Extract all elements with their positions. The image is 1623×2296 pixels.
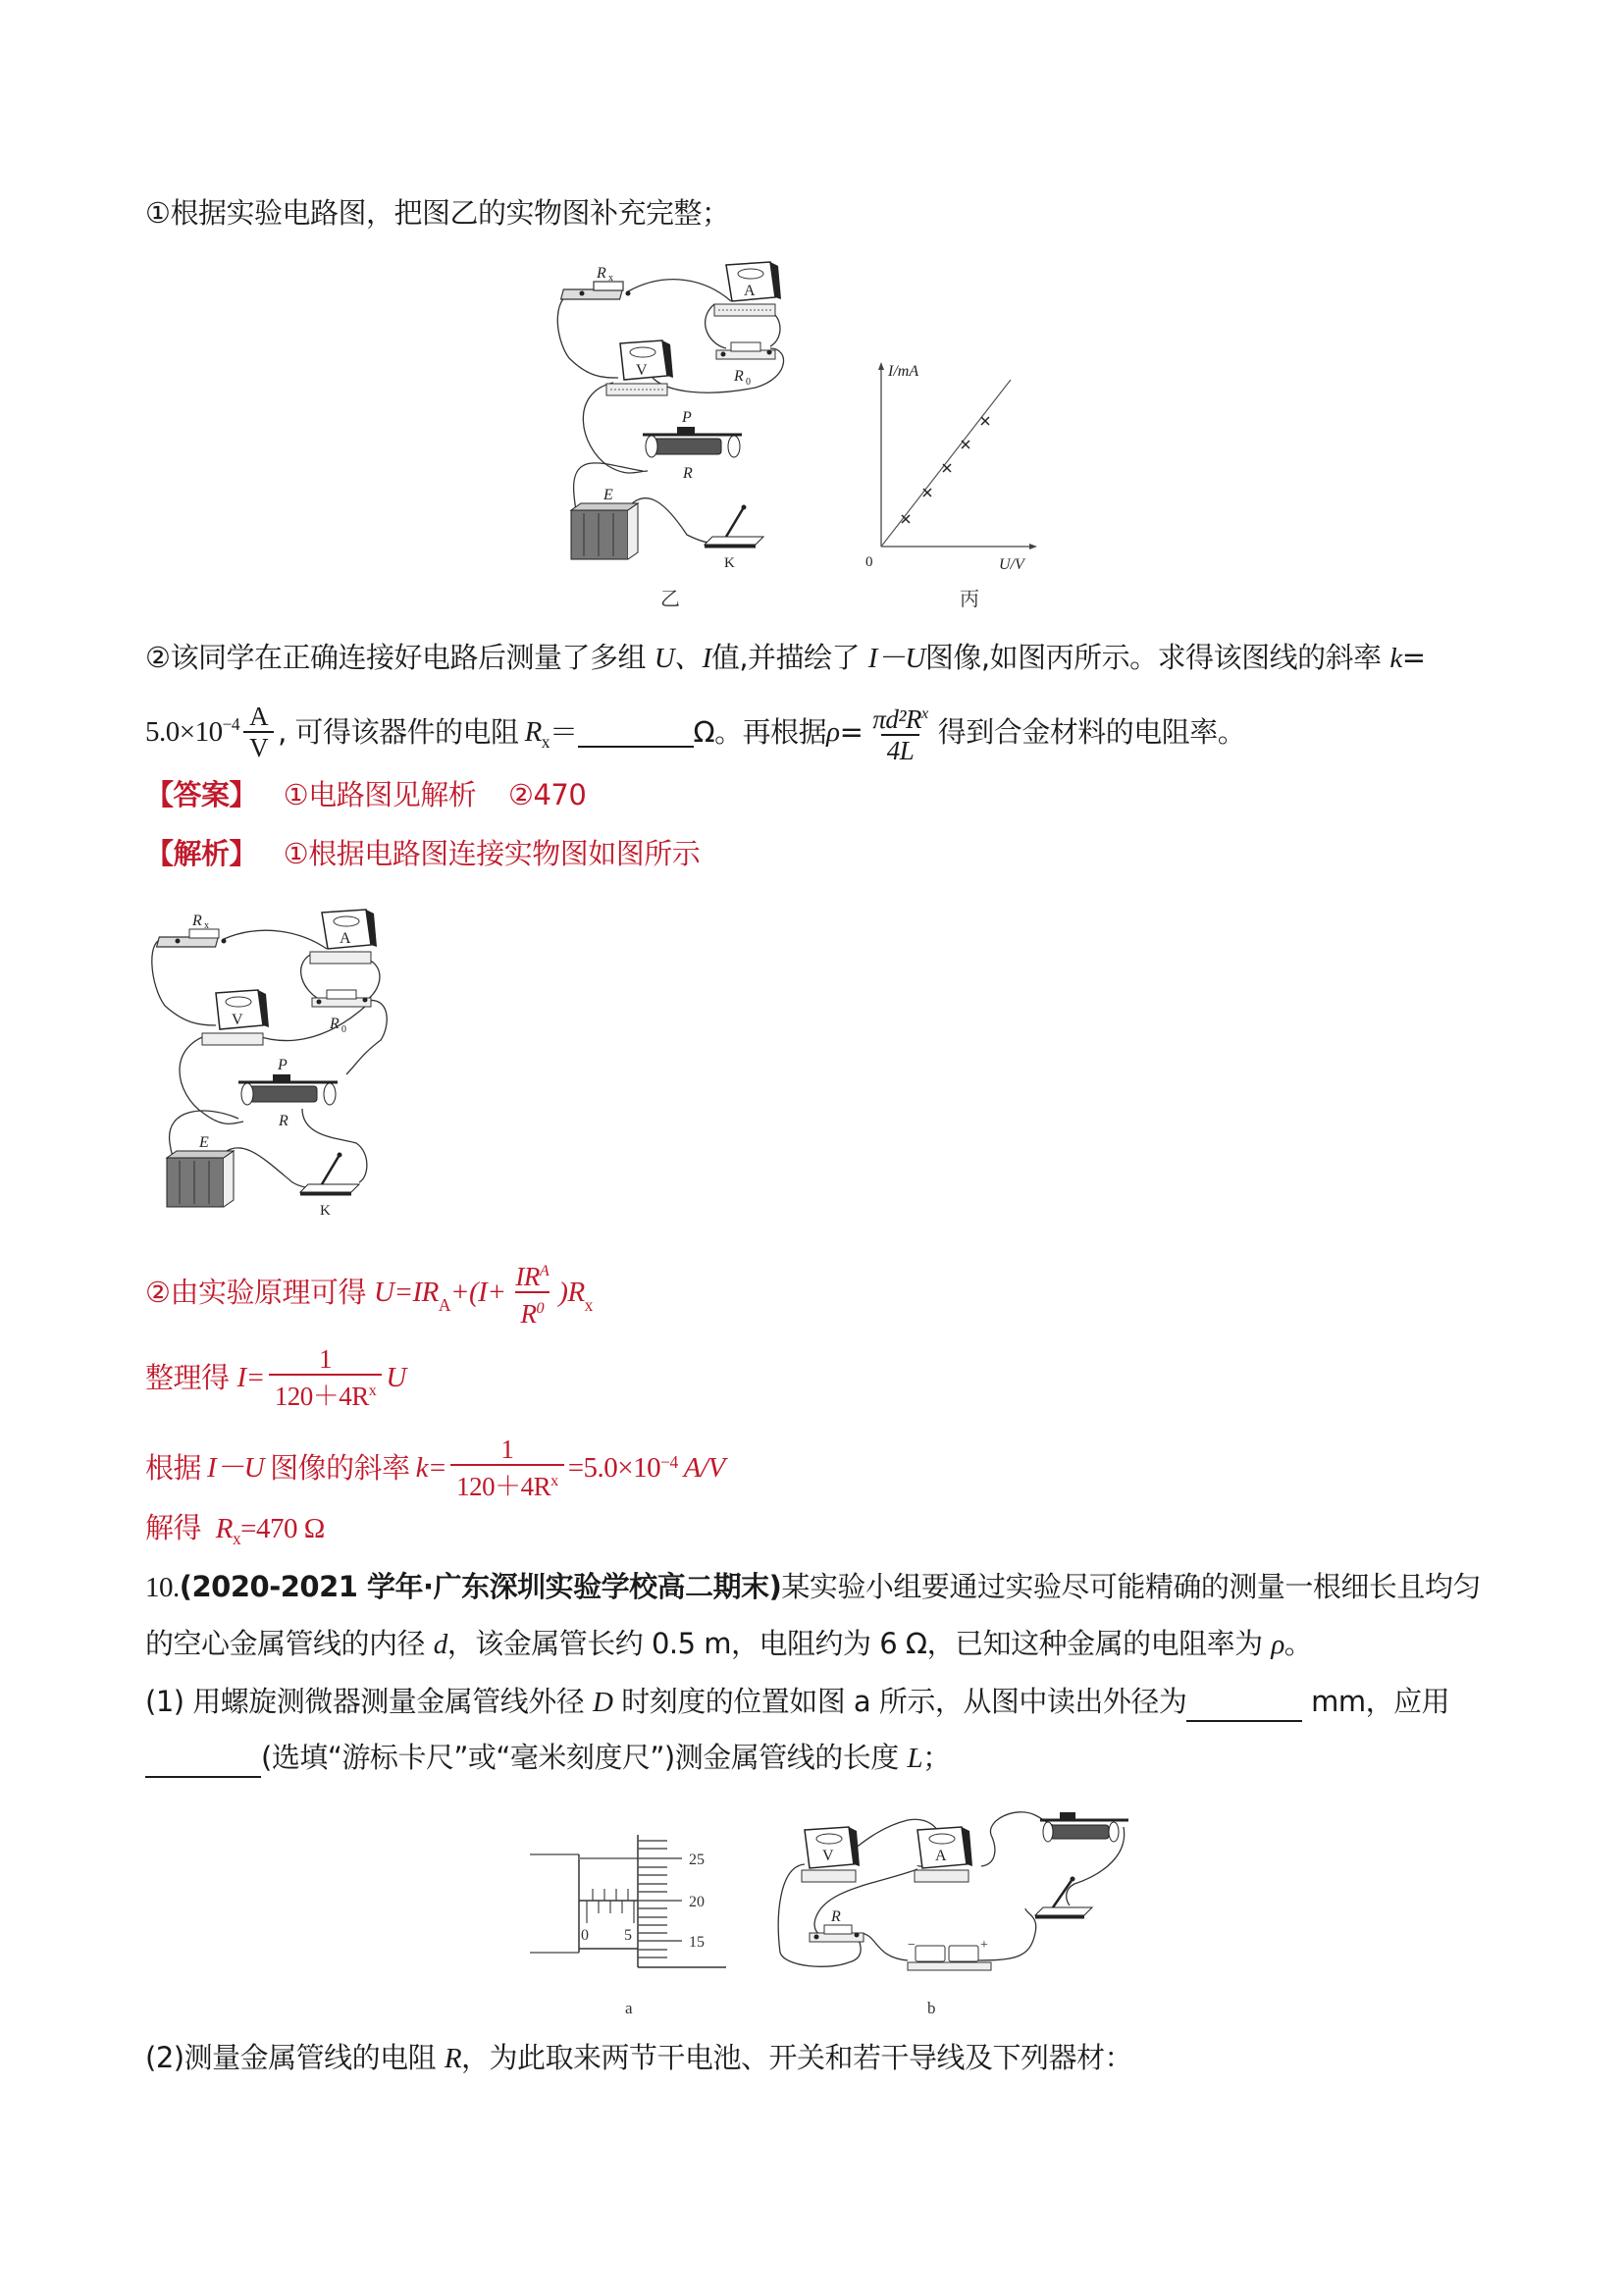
text: 得到合金材料的电阻率。 <box>937 715 1246 749</box>
battery <box>167 1134 234 1207</box>
circuit-diagram-b <box>741 1796 1133 1982</box>
formula-num-sup: x <box>921 704 928 722</box>
data-point <box>923 489 931 496</box>
text: = <box>839 715 864 749</box>
formula: U <box>386 1362 406 1393</box>
var-L: L <box>907 1743 923 1774</box>
answer-blank-rx[interactable] <box>578 716 694 748</box>
label-rx-sub: x <box>204 920 209 931</box>
origin-label: 0 <box>865 554 873 570</box>
switch <box>1035 1877 1092 1918</box>
label-rx-sub: x <box>608 273 613 284</box>
figure-bing-caption: 丙 <box>960 589 979 610</box>
q9-step2-line1 <box>145 638 1426 678</box>
figure-a-micrometer <box>520 1835 756 1992</box>
voltmeter <box>202 990 269 1045</box>
rheostat <box>643 409 742 482</box>
formula-sub: A <box>438 1295 450 1315</box>
sleeve-ticks <box>587 1889 634 1923</box>
iu-graph <box>854 358 1050 574</box>
label-ammeter: A <box>935 1848 947 1864</box>
q10-stem-line1 <box>145 1567 1481 1607</box>
figure-a-caption: a <box>625 1999 633 2017</box>
resistor-rx <box>157 913 227 947</box>
main-scale-label: 5 <box>624 1927 632 1944</box>
rheostat <box>238 1057 338 1129</box>
formula: I－U <box>207 1452 265 1484</box>
frac-den-sup: x <box>368 1382 377 1399</box>
question-source: (2020-2021 学年·广东深圳实验学校高二期末) <box>179 1570 782 1603</box>
q10-stem-line2 <box>145 1624 1312 1664</box>
figure-analysis-circuit <box>145 898 410 1222</box>
var-rx-sub: x <box>541 732 550 752</box>
formula-fraction <box>450 1435 564 1501</box>
switch <box>300 1153 359 1220</box>
figure-bing-graph <box>854 358 1050 574</box>
text: Ω。再根据 <box>693 715 827 749</box>
text: , 可得该器件的电阻 <box>278 715 519 749</box>
text: (1) 用螺旋测微器测量金属管线外径 <box>145 1685 585 1718</box>
text: 。 <box>1283 1627 1313 1660</box>
label-r0: R <box>734 368 744 385</box>
wire <box>180 1033 243 1123</box>
q9-step2-line2 <box>145 699 1245 765</box>
circuit-diagram-yi <box>550 250 814 574</box>
figure-b-caption: b <box>927 1999 936 2017</box>
frac-num: 1 <box>500 1435 514 1464</box>
battery <box>571 487 638 559</box>
data-points <box>902 417 989 523</box>
battery-pack <box>908 1938 991 1970</box>
wire <box>224 1148 317 1188</box>
label-voltmeter: V <box>232 1012 243 1028</box>
unit-num: A <box>249 702 269 731</box>
frac-den: 120＋4R <box>456 1472 551 1501</box>
var-k: k <box>1389 643 1402 674</box>
text: 解得 <box>145 1511 202 1544</box>
label-r0-sub: 0 <box>341 1024 346 1035</box>
answer-blank-diameter[interactable] <box>1186 1691 1302 1722</box>
text: 的空心金属管线的内径 <box>145 1627 426 1660</box>
var-R: R <box>444 2043 462 2074</box>
wire <box>628 280 731 301</box>
label-r0: R <box>330 1016 340 1032</box>
thimble-scale-label: 25 <box>689 1852 705 1868</box>
ammeter <box>310 910 377 964</box>
formula: =5.0×10 <box>567 1452 661 1484</box>
answer-blank-instrument[interactable] <box>145 1747 261 1778</box>
x-axis-arrow-icon <box>1029 544 1037 549</box>
main-scale-label: 0 <box>581 1927 589 1944</box>
wire <box>255 1006 366 1041</box>
label-switch-k: K <box>320 1203 331 1219</box>
wire <box>152 939 216 1025</box>
y-axis-arrow-icon <box>878 362 884 370</box>
var-rho: ρ <box>826 716 840 748</box>
derivation-line4 <box>145 1508 325 1558</box>
thimble-ticks <box>638 1841 682 1957</box>
voltmeter <box>606 340 673 395</box>
text: ，该金属管长约 0.5 m，电阻约为 6 Ω，已知这种金属的电阻率为 <box>446 1627 1263 1660</box>
figure-b-circuit <box>741 1796 1133 1982</box>
frac-den: R <box>520 1299 537 1329</box>
answer-part2: ②470 <box>507 778 587 811</box>
circuit-diagram-answer <box>145 898 410 1222</box>
formula: I= <box>236 1362 265 1393</box>
formula-den: 4L <box>881 734 920 765</box>
unit-den: V <box>243 731 274 762</box>
thimble-scale-label: 15 <box>689 1934 705 1951</box>
label-slider-p: P <box>682 409 692 426</box>
wire <box>859 1933 908 1960</box>
data-point <box>962 441 969 448</box>
voltmeter <box>802 1827 860 1882</box>
var-d: d <box>433 1629 447 1660</box>
x-axis-label: U/V <box>999 556 1024 573</box>
label-resistor-r: R <box>831 1908 841 1925</box>
wire <box>302 1109 367 1182</box>
text: ＝ <box>549 715 578 749</box>
label-voltmeter: V <box>636 362 648 379</box>
var-ui: U、I <box>654 643 711 674</box>
label-ammeter: A <box>340 930 351 947</box>
answer-label: 【答案】 <box>145 778 258 811</box>
label-rheostat: R <box>279 1113 288 1129</box>
label-plus: + <box>980 1938 988 1953</box>
resistor-r0 <box>312 990 371 1035</box>
formula-fraction <box>269 1344 383 1411</box>
slope-exp: −4 <box>222 714 240 734</box>
formula: )R <box>558 1277 585 1308</box>
formula-sub: x <box>232 1528 241 1548</box>
formula: R <box>215 1513 233 1544</box>
text: 值,并描绘了 <box>710 641 861 674</box>
figure-yi-circuit <box>550 250 814 574</box>
formula-sub: x <box>584 1295 593 1315</box>
ammeter <box>714 262 781 316</box>
frac-num: 1 <box>319 1344 333 1374</box>
label-battery-e: E <box>199 1134 209 1151</box>
text: 图像的斜率 <box>270 1451 410 1485</box>
wire <box>346 1000 387 1074</box>
text: = <box>1401 641 1426 674</box>
text: 某实验小组要通过实验尽可能精确的测量一根细长且均匀 <box>781 1570 1481 1603</box>
label-rx: R <box>597 265 606 282</box>
answer-part1: ①电路图见解析 <box>283 778 477 811</box>
resistivity-formula <box>866 699 933 765</box>
micrometer-diagram <box>520 1835 756 1992</box>
wire <box>976 1908 1036 1960</box>
frac-num-sup: A <box>539 1262 550 1279</box>
analysis-part1: ①根据电路图连接实物图如图所示 <box>283 837 701 870</box>
formula-exp: −4 <box>660 1452 678 1472</box>
formula-result: =470 Ω <box>240 1513 325 1544</box>
text: ； <box>922 1741 951 1774</box>
frac-den-sup: 0 <box>536 1299 545 1317</box>
derivation-line1 <box>145 1256 593 1329</box>
formula-unit: A/V <box>683 1452 725 1484</box>
data-point <box>943 464 951 472</box>
derivation-line2 <box>145 1344 406 1411</box>
figure-yi-caption: 乙 <box>660 589 680 610</box>
var-D: D <box>593 1687 613 1718</box>
frac-den-sup: x <box>550 1472 558 1489</box>
text: mm，应用 <box>1311 1685 1450 1718</box>
formula-fraction <box>509 1256 554 1329</box>
question-number: 10. <box>145 1572 180 1603</box>
text: 根据 <box>145 1451 202 1485</box>
label-voltmeter: V <box>822 1848 834 1864</box>
data-point <box>981 417 989 425</box>
thimble-scale-label: 20 <box>689 1894 705 1910</box>
analysis-label: 【解析】 <box>145 837 258 870</box>
text: ②由实验原理可得 <box>145 1276 366 1309</box>
label-minus: − <box>908 1938 916 1953</box>
answer-line <box>145 775 586 814</box>
ammeter <box>915 1827 972 1882</box>
text: ②该同学在正确连接好电路后测量了多组 <box>145 641 646 674</box>
slope-value: 5.0×10 <box>145 716 223 748</box>
fit-line <box>881 380 1011 547</box>
text: 时刻度的位置如图 a 所示，从图中读出外径为 <box>621 1685 1187 1718</box>
text: 图像,如图丙所示。求得该图线的斜率 <box>924 641 1382 674</box>
unit-fraction <box>243 702 274 762</box>
label-battery-e: E <box>603 487 613 503</box>
label-rheostat: R <box>683 465 693 482</box>
label-slider-p: P <box>278 1057 288 1073</box>
formula: k= <box>415 1452 447 1484</box>
formula-num: πd²R <box>872 704 922 734</box>
q10-part1-line2 <box>145 1738 951 1778</box>
label-r0-sub: 0 <box>746 377 751 388</box>
analysis-line <box>145 834 700 873</box>
switch <box>705 505 763 572</box>
var-rho: ρ <box>1271 1629 1284 1660</box>
frac-num: IR <box>515 1262 540 1291</box>
var-rx: R <box>524 716 542 748</box>
formula: U=IR <box>374 1277 439 1308</box>
text: 整理得 <box>145 1361 230 1394</box>
wire <box>224 930 327 949</box>
label-rx: R <box>192 913 202 929</box>
wire <box>583 383 648 473</box>
rheostat <box>1040 1812 1128 1842</box>
wire <box>628 498 726 544</box>
text: ，为此取来两节干电池、开关和若干导线及下列器材： <box>461 2041 1133 2074</box>
resistor-r0 <box>716 342 775 388</box>
q10-part2 <box>145 2038 1132 2078</box>
derivation-line3 <box>145 1435 725 1501</box>
y-axis-label: I/mA <box>888 363 919 380</box>
resistor-rx <box>561 265 631 299</box>
frac-den: 120＋4R <box>274 1382 369 1411</box>
formula: +(I+ <box>449 1277 506 1308</box>
label-ammeter: A <box>744 283 756 299</box>
q9-step1: ①根据实验电路图，把图乙的实物图补充完整； <box>145 196 730 230</box>
label-switch-k: K <box>724 555 735 571</box>
wire <box>557 291 618 378</box>
var-iu: I－U <box>867 643 925 674</box>
text: (2)测量金属管线的电阻 <box>145 2041 437 2074</box>
text: (选填“游标卡尺”或“毫米刻度尺”)测金属管线的长度 <box>261 1741 899 1774</box>
q10-part1-line1 <box>145 1682 1449 1722</box>
